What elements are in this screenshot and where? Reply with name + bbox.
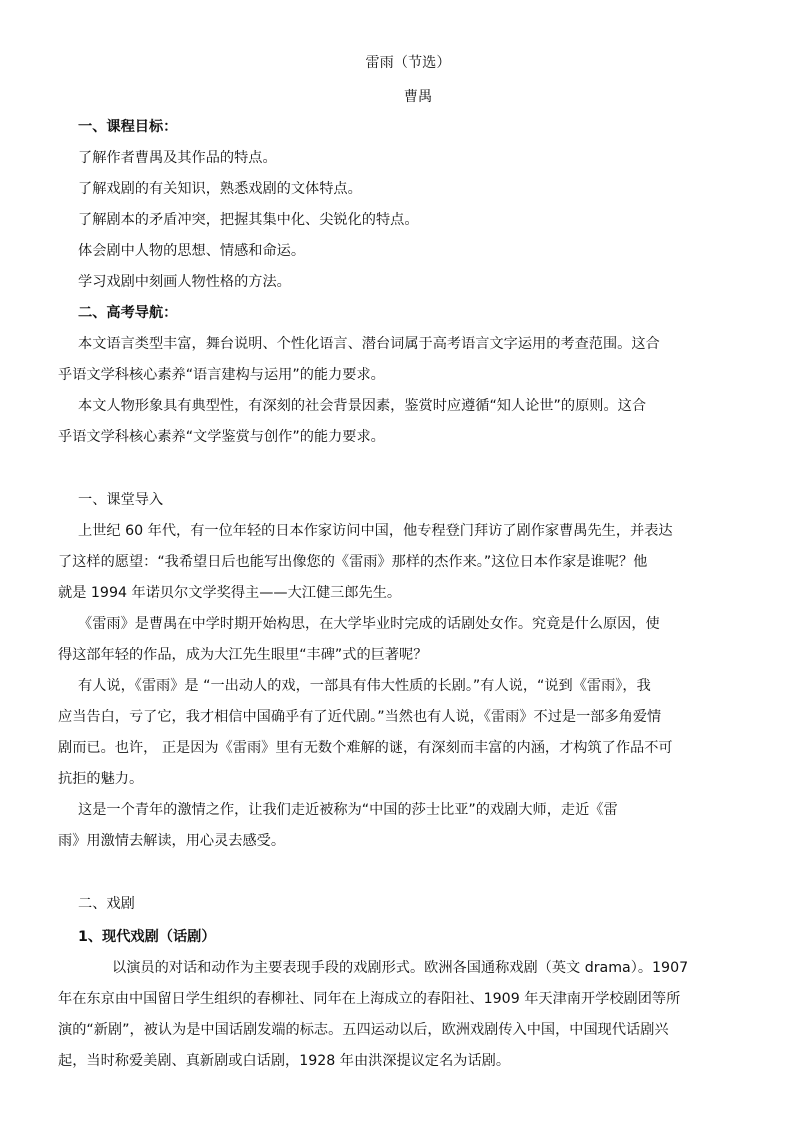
- paragraph-line: 抗拒的魅力。: [58, 771, 144, 787]
- section-heading-goals: 一、课程目标：: [78, 119, 178, 135]
- paragraph-line: 这是一个青年的激情之作，让我们走近被称为“中国的莎士比亚”的戏剧大师，走近《雷: [78, 802, 618, 818]
- paragraph-line: 了这样的愿望：“我希望日后也能写出像您的《雷雨》那样的杰作来。”这位日本作家是谁呢？他: [58, 554, 648, 570]
- document-title: 雷雨（节选）: [365, 55, 451, 71]
- section-heading-intro: 一、课堂导入: [78, 492, 164, 508]
- paragraph-line: 就是 1994 年诺贝尔文学奖得主——大江健三郎先生。: [58, 585, 402, 601]
- paragraph-line: 本文人物形象具有典型性，有深刻的社会背景因素，鉴赏时应遵循“知人论世”的原则。这合: [78, 398, 647, 414]
- paragraph-line: 乎语文学科核心素养“语言建构与运用”的能力要求。: [58, 367, 385, 383]
- goal-item: 体会剧中人物的思想、情感和命运。: [78, 243, 306, 259]
- paragraph-line: 本文语言类型丰富，舞台说明、个性化语言、潜台词属于高考语言文字运用的考查范围。这合: [78, 336, 660, 352]
- goal-item: 了解作者曹禺及其作品的特点。: [78, 150, 277, 166]
- paragraph-line: 剧而已。也许， 正是因为《雷雨》里有无数个难解的谜，有深刻而丰富的内涵，才构筑了作品不可: [58, 740, 673, 756]
- section-heading-exam-guide: 二、高考导航：: [78, 305, 178, 321]
- document-author: 曹禺: [403, 89, 433, 105]
- goal-item: 学习戏剧中刻画人物性格的方法。: [78, 274, 291, 290]
- paragraph-line: 乎语文学科核心素养“文学鉴赏与创作”的能力要求。: [58, 429, 385, 445]
- paragraph-line: 上世纪 60 年代，有一位年轻的日本作家访问中国，他专程登门拜访了剧作家曹禺先生，并表达: [78, 523, 673, 539]
- paragraph-line: 有人说，《雷雨》是 “一出动人的戏，一部具有伟大性质的长剧。”有人说，“说到《雷雨》，我: [78, 678, 651, 694]
- paragraph-line: 演的“新剧”，被认为是中国话剧发端的标志。五四运动以后，欧洲戏剧传入中国，中国现代话剧兴: [58, 1022, 669, 1038]
- paragraph-line: 起，当时称爱美剧、真新剧或白话剧，1928 年由洪深提议定名为话剧。: [58, 1053, 511, 1069]
- section-heading-drama: 二、戏剧: [78, 896, 135, 912]
- goal-item: 了解剧本的矛盾冲突，把握其集中化、尖锐化的特点。: [78, 212, 419, 228]
- paragraph-line: 年在东京由中国留日学生组织的春柳社、同年在上海成立的春阳社、1909 年天津南开学校剧团等所: [58, 991, 681, 1007]
- paragraph-line: 以演员的对话和动作为主要表现手段的戏剧形式。欧洲各国通称戏剧（英文 drama）。1907: [112, 960, 689, 976]
- paragraph-line: 应当告白，亏了它，我才相信中国确乎有了近代剧。”当然也有人说，《雷雨》不过是一部多角爱情: [58, 709, 662, 725]
- paragraph-line: 雨》用激情去解读，用心灵去感受。: [58, 833, 286, 849]
- goal-item: 了解戏剧的有关知识，熟悉戏剧的文体特点。: [78, 181, 362, 197]
- paragraph-line: 得这部年轻的作品，成为大江先生眼里“丰碑”式的巨著呢？: [58, 647, 428, 663]
- paragraph-line: 《雷雨》是曹禺在中学时期开始构思，在大学毕业时完成的话剧处女作。究竟是什么原因，使: [78, 616, 660, 632]
- subsection-heading-modern-drama: 1、现代戏剧（话剧）: [78, 929, 216, 945]
